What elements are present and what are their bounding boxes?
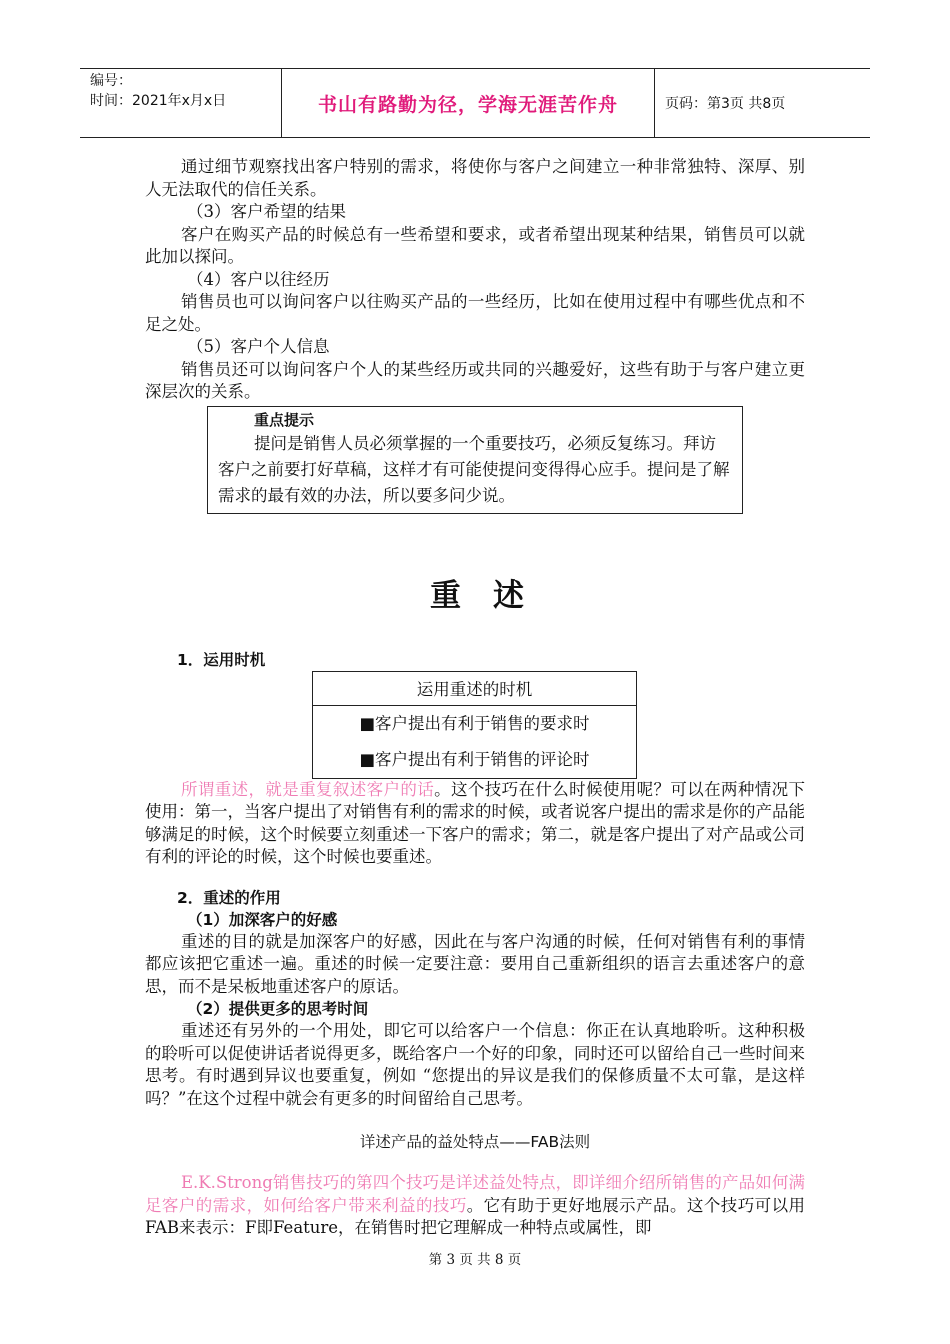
section-1-heading: 1．运用时机 bbox=[177, 650, 266, 669]
key-tip-box bbox=[207, 406, 743, 514]
section-1-paragraph-rest: 。这个技巧在什么时候使用呢？可以在两种情况下使用：第一，当客户提出了对销售有利的需求的时候，或者说客户提出的需求是你的产品能够满足的时候，这个时候要立刻重述一下客户的需求；第二，就是客户提出了对产品或公司有利的评论的时候，这个时候也要重述。 bbox=[145, 779, 805, 866]
fab-highlight: E.K.Strong销售技巧的第四个技巧是详述益处特点，即详细介绍所销售的产品如何满足客户的需求，如何给客户带来利益的技巧 bbox=[145, 1173, 805, 1215]
fab-paragraph bbox=[145, 1172, 805, 1240]
fab-paragraph-rest: 。它有助于更好地展示产品。这个技巧可以用FAB来表示：F即Feature，在销售时把它理解成一种特点或属性，即 bbox=[145, 1195, 806, 1237]
intro-paragraph-1: 通过细节观察找出客户特别的需求，将使你与客户之间建立一种非常独特、深厚、别人无法取代的信任关系。 bbox=[145, 157, 805, 199]
header-meta bbox=[80, 69, 282, 137]
section-2-paragraph-1: 重述的目的就是加深客户的好感，因此在与客户沟通的时候，任何对销售有利的事情都应该把它重述一遍。重述的时候一定要注意：要用自己重新组织的语言去重述客户的意思，而不是呆板地重述客户的原话。 bbox=[145, 931, 805, 996]
intro-subheading-5: （5）客户个人信息 bbox=[187, 337, 330, 356]
page-header bbox=[80, 68, 870, 138]
intro-paragraph-3: 客户在购买产品的时候总有一些希望和要求，或者希望出现某种结果，销售员可以就此加以探问。 bbox=[145, 224, 805, 266]
header-motto: 书山有路勤为径，学海无涯苦作舟 bbox=[317, 93, 618, 116]
section-2-sub-2: （2）提供更多的思考时间 bbox=[187, 1000, 369, 1018]
timing-table-items bbox=[313, 705, 637, 778]
section-2-sub-1: （1）加深客户的好感 bbox=[187, 910, 338, 929]
intro-paragraph-4: 销售员也可以询问客户以往购买产品的一些经历，比如在使用过程中有哪些优点和不足之处。 bbox=[145, 292, 805, 334]
intro-subheading-4: （4）客户以往经历 bbox=[187, 269, 330, 289]
doc-number-label: 编号： bbox=[90, 73, 132, 89]
timing-item-2: ■客户提出有利于销售的评论时 bbox=[359, 749, 590, 769]
timing-item-1: ■客户提出有利于销售的要求时 bbox=[359, 713, 590, 733]
header-page-label: 页码：第3页 共8页 bbox=[665, 96, 786, 112]
doc-time-label: 时间：2021年x月x日 bbox=[90, 93, 227, 109]
key-tip-title: 重点提示 bbox=[254, 410, 315, 429]
page-content bbox=[145, 156, 805, 1240]
header-motto-cell bbox=[282, 69, 655, 137]
intro-paragraph-5: 销售员还可以询问客户个人的某些经历或共同的兴趣爱好，这些有助于与客户建立更深层次的关系。 bbox=[145, 359, 805, 401]
timing-table bbox=[312, 671, 637, 779]
restate-definition: 所谓重述，就是重复叙述客户的话 bbox=[181, 779, 435, 799]
section-1-paragraph bbox=[145, 779, 805, 869]
section-title: 重述 bbox=[430, 577, 556, 614]
section-2-heading: 2．重述的作用 bbox=[177, 888, 281, 907]
timing-table-header: 运用重述的时机 bbox=[313, 671, 637, 705]
intro-subheading-3: （3）客户希望的结果 bbox=[187, 202, 346, 221]
section-2-paragraph-2: 重述还有另外的一个用处，即它可以给客户一个信息：你正在认真地聆听。这种积极的聆听可以促使讲话者说得更多，既给客户一个好的印象，同时还可以留给自己一些时间来思考。有时遇到异议也要重复，例如 “您提出的异议是我们的保修质量不太可靠，是这样吗？”在这个过程中就会有更多的时间留给自己思考。 bbox=[145, 1021, 805, 1108]
key-tip-text: 提问是销售人员必须掌握的一个重要技巧，必须反复练习。拜访客户之前要打好草稿，这样才有可能使提问变得得心应手。提问是了解需求的最有效的办法，所以要多问少说。 bbox=[218, 433, 730, 505]
page-footer: 第 3 页 共 8 页 bbox=[428, 1252, 522, 1268]
fab-heading: 详述产品的益处特点——FAB法则 bbox=[359, 1133, 591, 1151]
